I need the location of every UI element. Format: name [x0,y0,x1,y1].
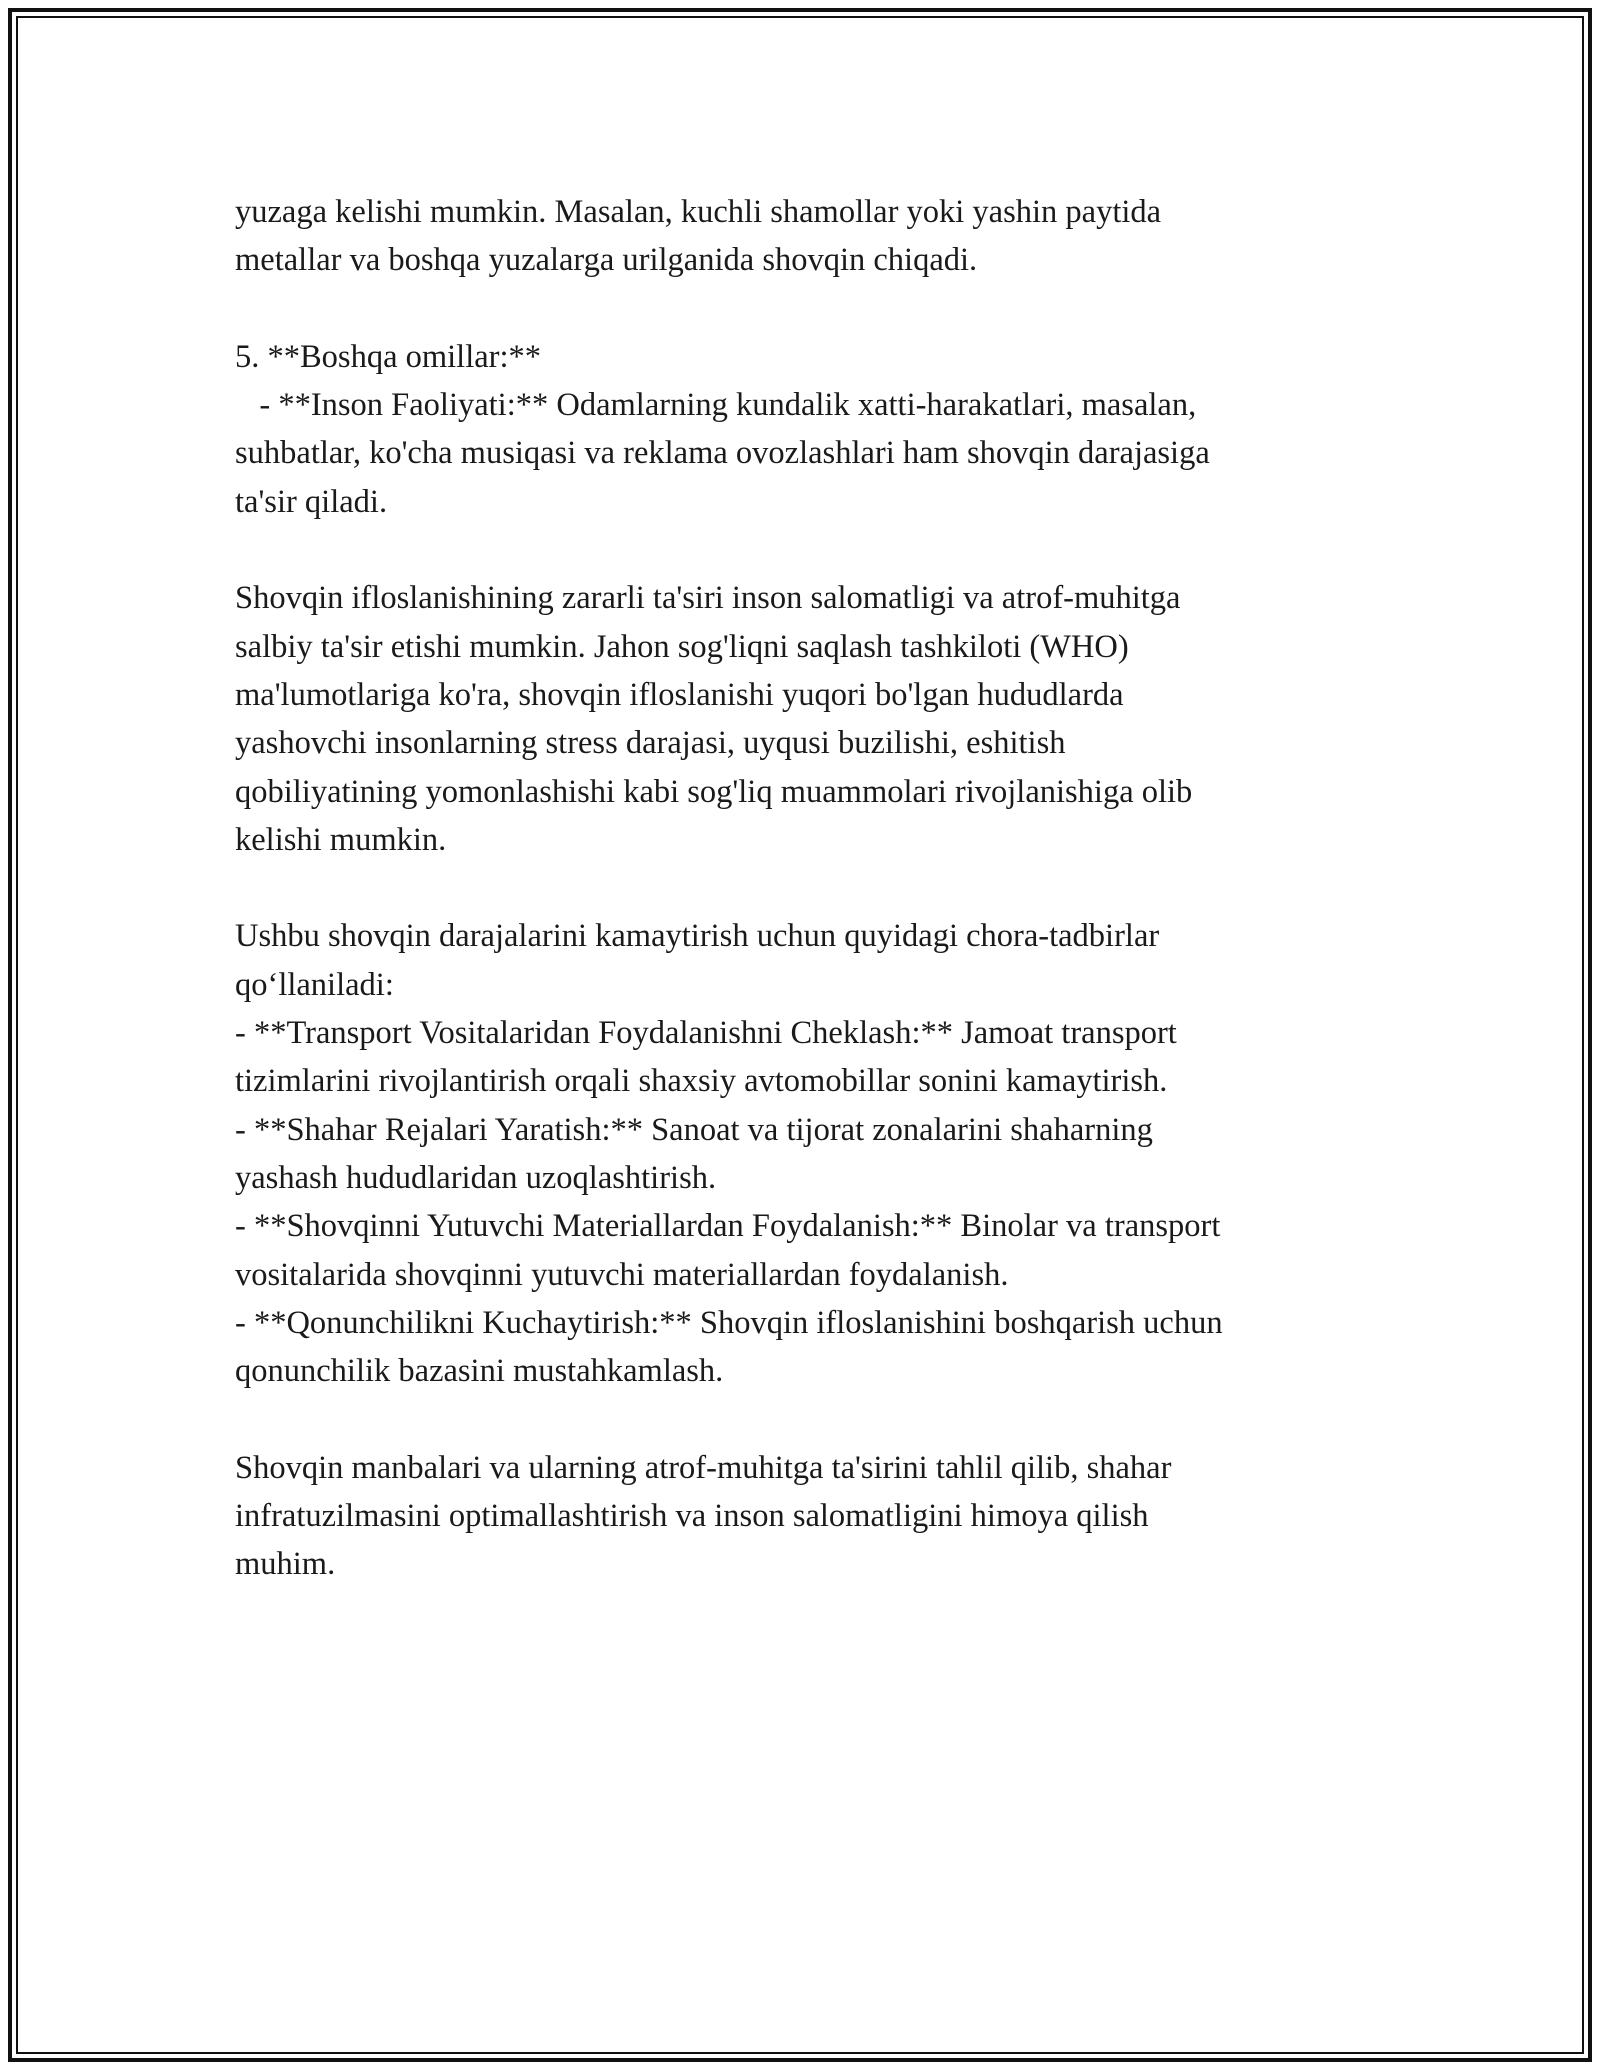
text-line: Ushbu shovqin darajalarini kamaytirish uchun quyidagi chora-tadbirlar [235,918,1160,955]
text-line: ma'lumotlariga ko'ra, shovqin ifloslanishi yuqori bo'lgan hududlarda [235,676,1124,713]
paragraph-gap [235,526,1365,574]
list-item-line: - **Shahar Rejalari Yaratish:** Sanoat va tijorat zonalarini shaharning [235,1111,1153,1148]
text-line: ta'sir qiladi. [235,483,388,520]
list-item-line: - **Shovqinni Yutuvchi Materiallardan Foydalanish:** Binolar va transport [235,1208,1221,1245]
document-body [235,188,1365,1589]
text-line: qonunchilik bazasini mustahkamlash. [235,1353,724,1390]
text-line: vositalarida shovqinni yutuvchi materiallardan foydalanish. [235,1256,1009,1293]
text-line: infratuzilmasini optimallashtirish va inson salomatligini himoya qilish [235,1498,1149,1535]
text-line: yuzaga kelishi mumkin. Masalan, kuchli shamollar yoki yashin paytida [235,194,1162,230]
text-line: metallar va boshqa yuzalarga urilganida shovqin chiqadi. [235,242,978,279]
text-line: yashash hududlaridan uzoqlashtirish. [235,1159,717,1196]
section-heading-line: 5. **Boshqa omillar:** [235,338,542,375]
text-line: kelishi mumkin. [235,821,447,858]
paragraph-gap [235,864,1365,912]
text-line: Shovqin manbalari va ularning atrof-muhitga ta'sirini tahlil qilib, shahar [235,1449,1172,1486]
text-line: suhbatlar, ko'cha musiqasi va reklama ovozlashlari ham shovqin darajasiga [235,435,1210,472]
text-line: qobiliyatining yomonlashishi kabi sog'liq muammolari rivojlanishiga olib [235,773,1193,810]
text-line: muhim. [235,1546,336,1583]
text-line: qo‘llaniladi: [235,966,394,1003]
text-line: tizimlarini rivojlantirish orqali shaxsiy avtomobillar sonini kamaytirish. [235,1063,1168,1100]
paragraph-gap [235,285,1365,333]
text-line: yashovchi insonlarning stress darajasi, uyqusi buzilishi, eshitish [235,725,1066,762]
list-item-line: - **Transport Vositalaridan Foydalanishni Cheklash:** Jamoat transport [235,1015,1177,1052]
text-line: salbiy ta'sir etishi mumkin. Jahon sog'liqni saqlash tashkiloti (WHO) [235,628,1129,665]
list-item-line: - **Qonunchilikni Kuchaytirish:** Shovqin ifloslanishini boshqarish uchun [235,1304,1223,1341]
text-line: Shovqin ifloslanishining zararli ta'siri inson salomatligi va atrof-muhitga [235,580,1181,617]
text-line: - **Inson Faoliyati:** Odamlarning kundalik xatti-harakatlari, masalan, [235,387,1197,424]
paragraph-gap [235,1395,1365,1443]
